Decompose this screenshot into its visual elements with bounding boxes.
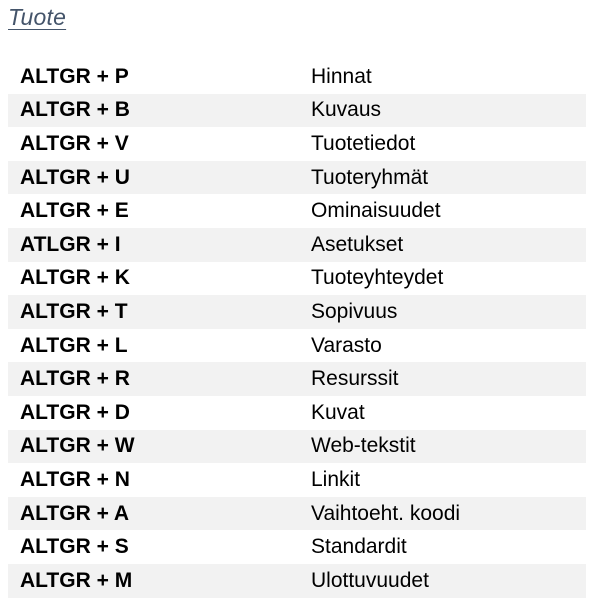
shortcut-key: ALTGR + W: [20, 434, 135, 458]
table-row: [8, 530, 586, 564]
shortcut-label: Vaihtoeht. koodi: [311, 501, 461, 525]
shortcut-key: ALTGR + U: [20, 165, 130, 189]
table-row: [8, 161, 586, 195]
shortcut-label: Web-tekstit: [311, 434, 416, 458]
shortcut-key: ALTGR + D: [20, 400, 130, 424]
shortcut-label: Kuvaus: [311, 98, 382, 122]
table-row: [8, 430, 586, 464]
shortcut-label: Ulottuvuudet: [311, 568, 429, 592]
shortcut-key: ALTGR + P: [20, 64, 129, 88]
table-row: [8, 463, 586, 497]
table-row: [8, 329, 586, 363]
table-row: [8, 295, 586, 329]
table-row: [8, 60, 586, 94]
table-row: [8, 564, 586, 598]
table-row: [8, 127, 586, 161]
shortcut-label: Ominaisuudet: [311, 199, 441, 223]
shortcut-label: Standardit: [311, 535, 407, 559]
table-row: [8, 396, 586, 430]
shortcut-key: ALTGR + K: [20, 266, 130, 290]
shortcut-key: ALTGR + N: [20, 467, 130, 491]
shortcut-label: Tuoteyhteydet: [311, 266, 444, 290]
shortcut-label: Sopivuus: [311, 299, 398, 323]
table-row: [8, 262, 586, 296]
shortcut-table: [8, 60, 586, 598]
shortcut-key: ALTGR + L: [20, 333, 128, 357]
shortcut-key: ALTGR + B: [20, 98, 130, 122]
table-row: [8, 362, 586, 396]
shortcut-label: Resurssit: [311, 367, 399, 391]
shortcut-key: ALTGR + S: [20, 535, 129, 559]
shortcut-label: Asetukset: [311, 232, 404, 256]
shortcut-key: ALTGR + M: [20, 568, 133, 592]
shortcut-label: Tuotetiedot: [311, 131, 416, 155]
shortcut-label: Kuvat: [311, 400, 365, 424]
page-title: Tuote: [8, 4, 67, 30]
shortcut-key: ALTGR + T: [20, 299, 128, 323]
shortcut-key: ALTGR + A: [20, 501, 130, 525]
shortcut-key: ALTGR + R: [20, 367, 130, 391]
shortcut-label: Tuoteryhmät: [311, 165, 429, 189]
table-row: [8, 497, 586, 531]
shortcut-label: Varasto: [311, 333, 382, 357]
shortcut-key: ATLGR + I: [20, 232, 121, 256]
table-row: [8, 194, 586, 228]
table-row: [8, 228, 586, 262]
table-row: [8, 94, 586, 128]
shortcut-label: Linkit: [311, 467, 361, 491]
shortcut-key: ALTGR + V: [20, 131, 129, 155]
shortcut-label: Hinnat: [311, 64, 372, 88]
shortcut-key: ALTGR + E: [20, 199, 129, 223]
